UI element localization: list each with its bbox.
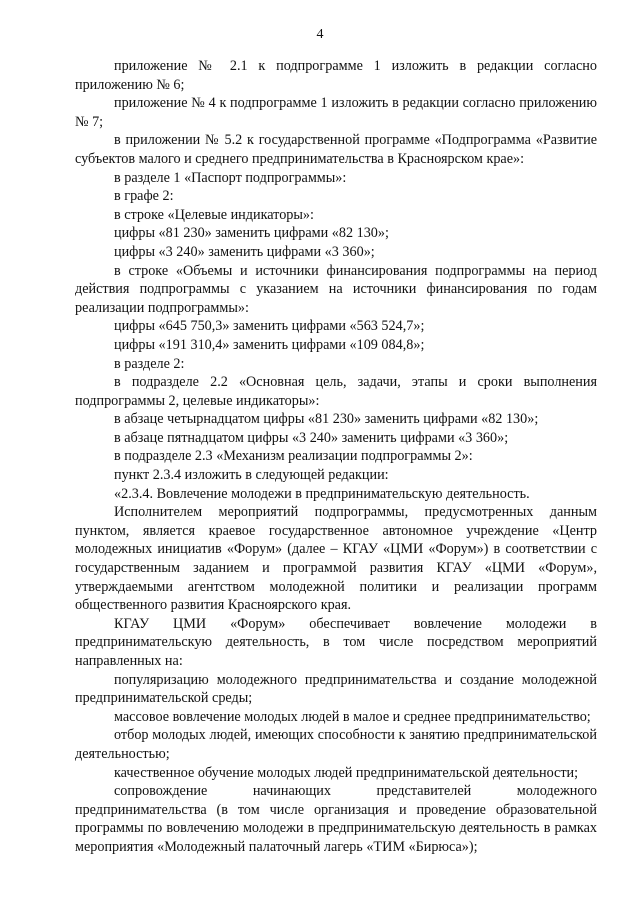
paragraph: КГАУ ЦМИ «Форум» обеспечивает вовлечение молодежи в предпринимательскую деятельность, в том числе посредством мероприятий направленных на: (75, 615, 597, 669)
paragraph: массовое вовлечение молодых людей в малое и среднее предпринимательство; (114, 708, 591, 725)
paragraph: в строке «Объемы и источники финансирования подпрограммы на период действия подпрограммы с указанием на источники финансирования по годам реализации подпрограммы»: (75, 262, 597, 316)
paragraph: приложение № 4 к подпрограмме 1 изложить в редакции согласно приложению № 7; (75, 95, 597, 130)
paragraph: отбор молодых людей, имеющих способности к занятию предпринимательской деятельностью; (75, 727, 597, 762)
paragraph: в подразделе 2.2 «Основная цель, задачи, этапы и сроки выполнения подпрограммы 2, целевые индикаторы»: (75, 374, 597, 409)
paragraph: цифры «3 240» заменить цифрами «3 360»; (114, 243, 375, 260)
page-number: 4 (316, 27, 324, 42)
paragraph: популяризацию молодежного предпринимательства и создание молодежной предпринимательской среды; (75, 671, 597, 707)
paragraph: пункт 2.3.4 изложить в следующей редакции: (114, 467, 389, 484)
paragraph: в приложении № 5.2 к государственной программе «Подпрограмма «Развитие субъектов малого и среднего предпринимательства в Красноярском крае»: (75, 132, 597, 167)
paragraph: в подразделе 2.3 «Механизм реализации подпрограммы 2»: (114, 448, 473, 465)
paragraph: цифры «81 230» заменить цифрами «82 130»; (114, 225, 389, 242)
document-body (75, 57, 597, 857)
paragraph: в разделе 2: (114, 355, 185, 372)
paragraph: приложение № 2.1 к подпрограмме 1 изложить в редакции согласно приложению № 6; (75, 58, 597, 93)
paragraph: в строке «Целевые индикаторы»: (114, 206, 314, 223)
paragraph: в абзаце пятнадцатом цифры «3 240» заменить цифрами «3 360»; (114, 429, 509, 446)
paragraph: «2.3.4. Вовлечение молодежи в предпринимательскую деятельность. (114, 485, 530, 502)
paragraph: цифры «645 750,3» заменить цифрами «563 524,7»; (114, 318, 425, 335)
paragraph: в разделе 1 «Паспорт подпрограммы»: (114, 169, 347, 186)
paragraph: в графе 2: (114, 188, 174, 205)
paragraph: сопровождение начинающих представителей молодежного предпринимательства (в том числе организация и проведение образовательной программы по вовлечению молодежи в предпринимательскую деятельность в рамках мероприятия «Молодежный палаточный лагерь «ТИМ «Бирюса»); (75, 783, 597, 855)
paragraph: цифры «191 310,4» заменить цифрами «109 084,8»; (114, 336, 425, 353)
paragraph: качественное обучение молодых людей предпринимательской деятельности; (114, 764, 579, 781)
paragraph: Исполнителем мероприятий подпрограммы, предусмотренных данным пунктом, является краевое государственное автономное учреждение «Центр молодежных инициатив «Форум» (далее – КГАУ «ЦМИ «Форум») в соответствии с государственным заданием и программой развития КГАУ «ЦМИ «Форум», утверждаемыми агентством молодежной политики и реализации программ общественного развития Красноярского края. (75, 504, 597, 614)
paragraph: в абзаце четырнадцатом цифры «81 230» заменить цифрами «82 130»; (114, 411, 539, 428)
